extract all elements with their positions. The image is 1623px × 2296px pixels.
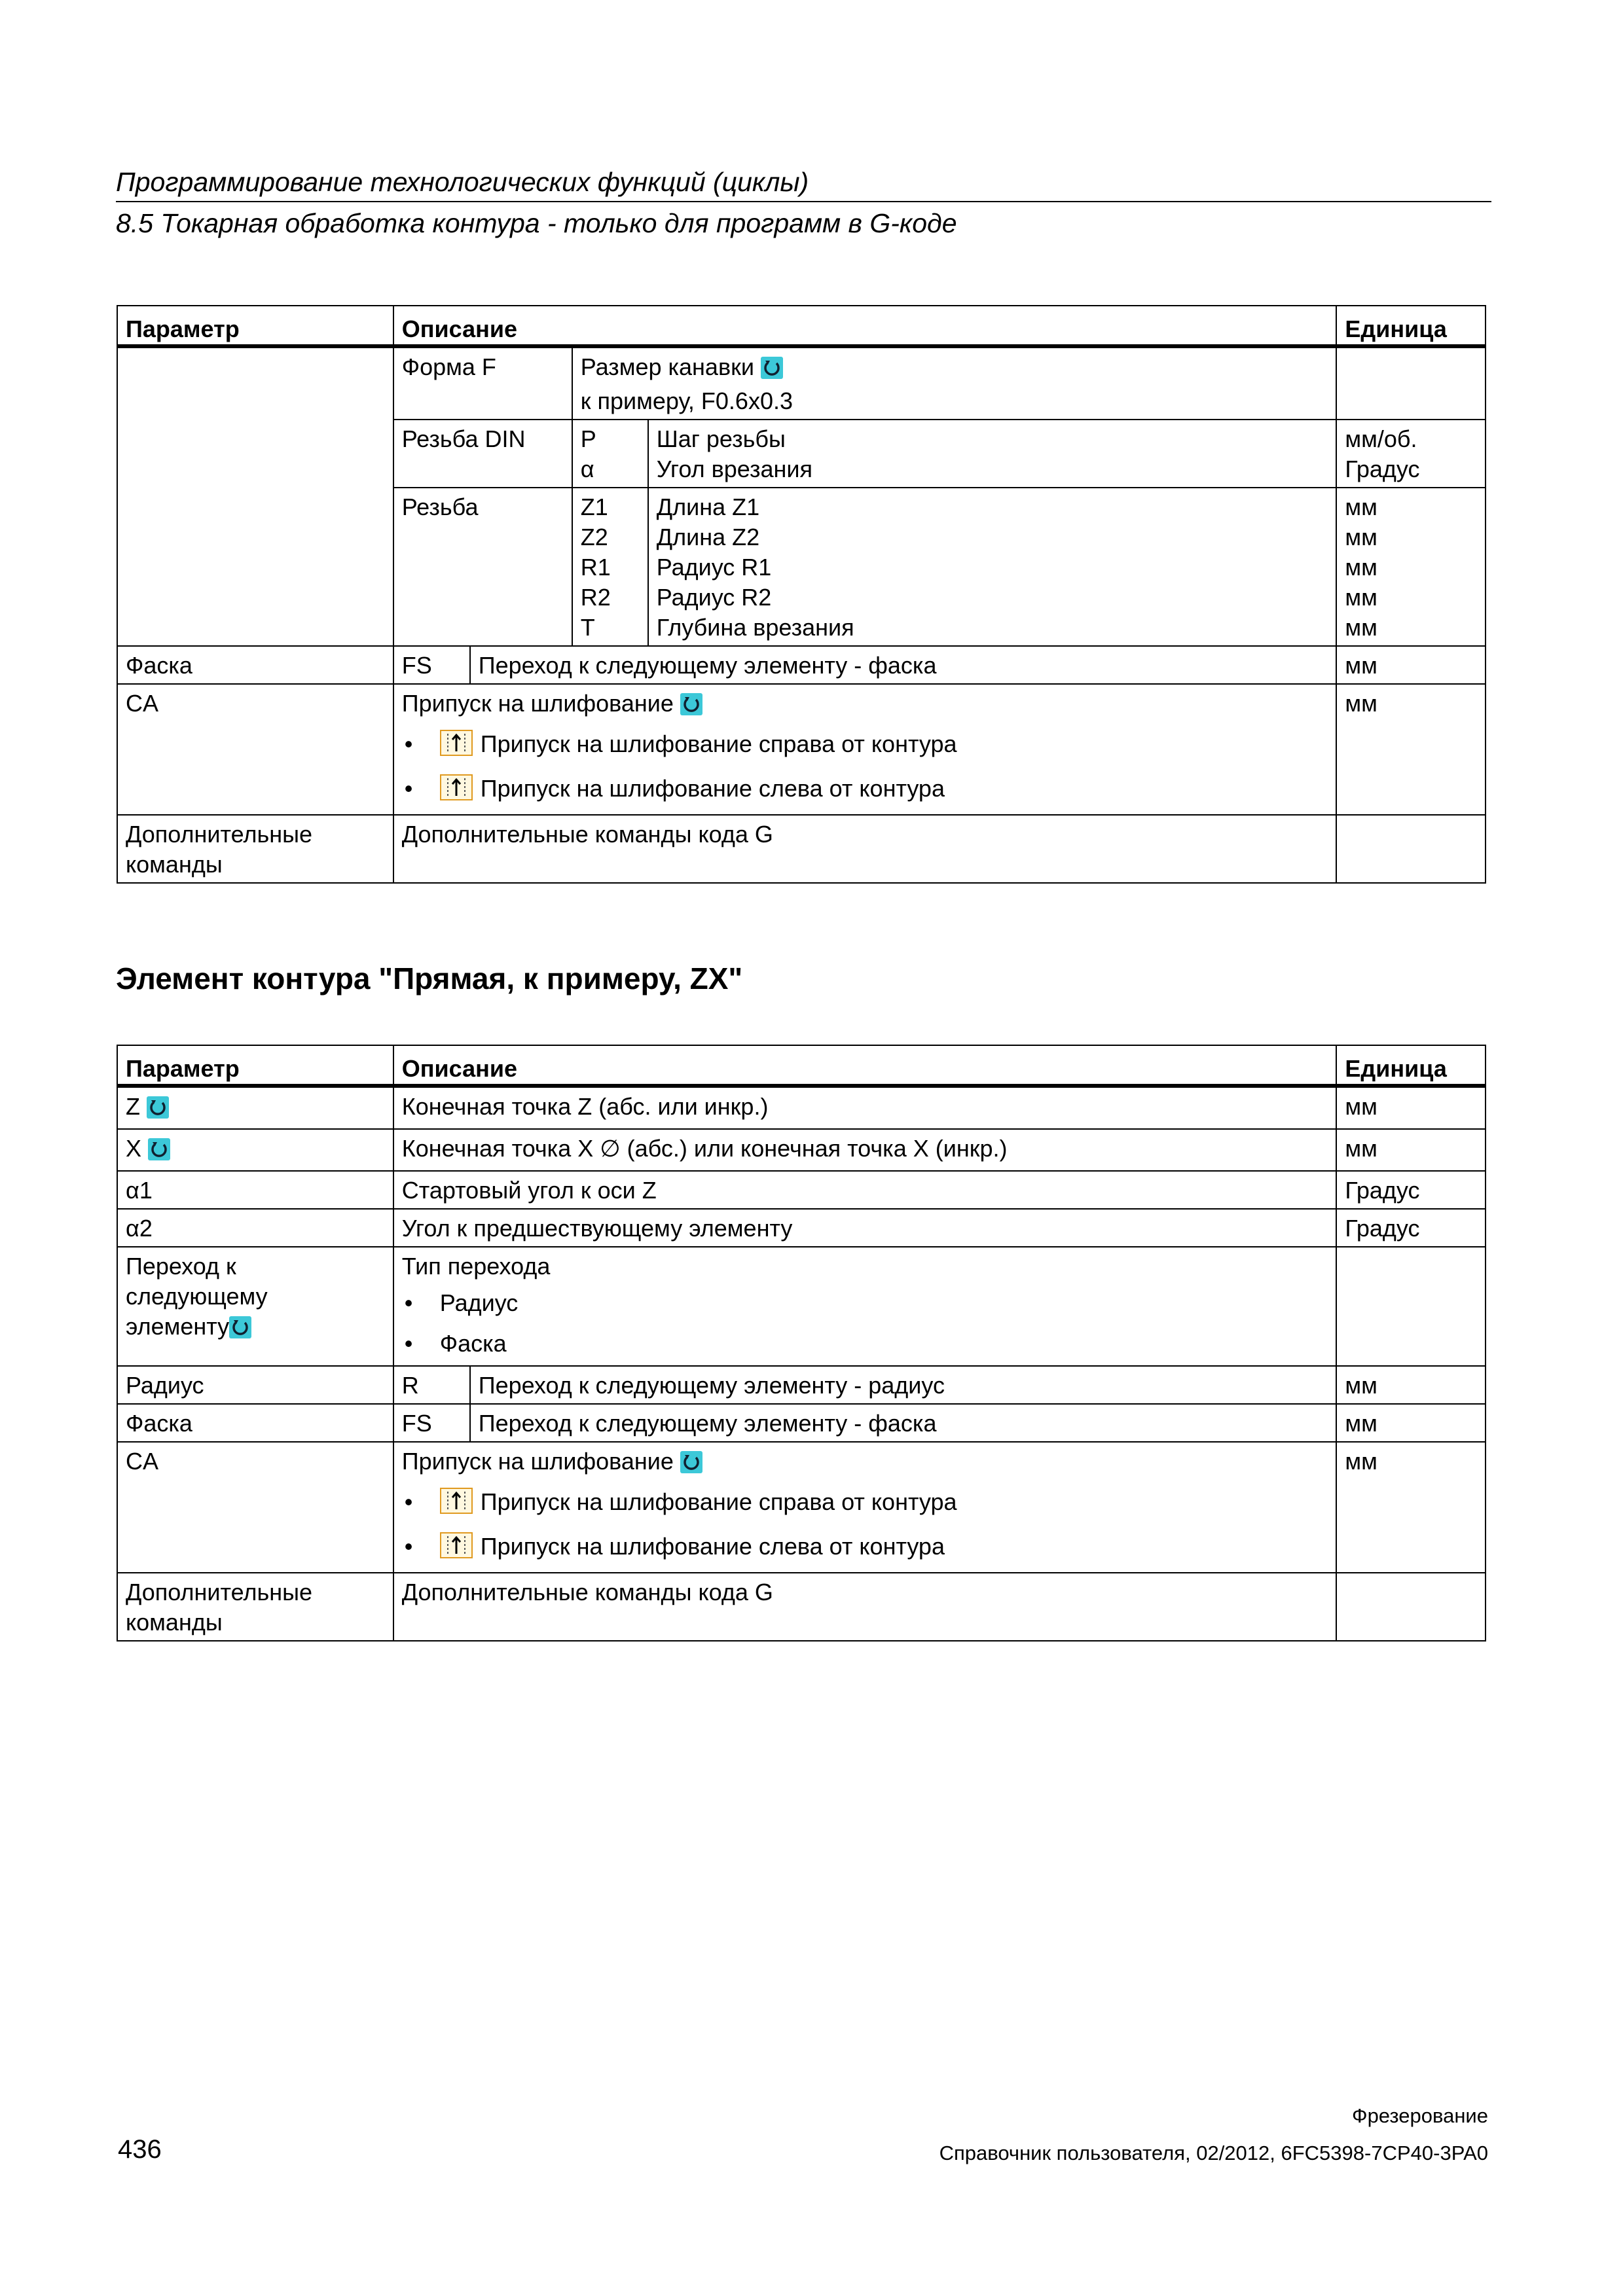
parameter-table-2 <box>117 1045 1486 1641</box>
table-row <box>117 1209 1486 1247</box>
sub-descs: Шаг резьбы Угол врезания <box>656 425 812 482</box>
groove-example: к примеру, F0.6x0.3 <box>580 387 793 414</box>
param-cell: Дополнительные команды <box>117 1573 393 1641</box>
running-header-section: 8.5 Токарная обработка контура - только для программ в G-коде <box>116 208 957 238</box>
param-cell: CA <box>117 684 393 815</box>
desc-cell: Дополнительные команды кода G <box>393 1573 1337 1641</box>
param-cell: Радиус <box>117 1366 393 1404</box>
sub-label: Резьба <box>394 488 572 645</box>
list-item: • Припуск на шлифование справа от контура <box>402 729 1328 763</box>
table-row <box>117 1573 1486 1641</box>
sub-codes: Z1 Z2 R1 R2 T <box>572 488 648 645</box>
toggle-icon[interactable] <box>148 1138 170 1168</box>
desc-cell: Угол к предшествующему элементу <box>393 1209 1337 1247</box>
header-rule <box>116 201 1491 202</box>
allowance-left-icon <box>440 774 473 808</box>
param-cell: Фаска <box>117 646 393 684</box>
column-header-param: Параметр <box>117 1045 393 1086</box>
unit-cell: Градус <box>1336 1171 1486 1209</box>
sub-desc: Переход к следующему элементу - фаска <box>478 1410 937 1437</box>
groove-size-label: Размер канавки <box>580 353 754 380</box>
table-row <box>117 1442 1486 1573</box>
table-row <box>117 1404 1486 1442</box>
desc-cell <box>393 420 1337 488</box>
grinding-allowance-label: Припуск на шлифование <box>401 690 674 717</box>
param-cell: Переход к следующему элементу <box>117 1247 393 1366</box>
list-item: • Припуск на шлифование слева от контура <box>402 774 1328 808</box>
sub-code: FS <box>394 647 470 683</box>
sub-desc <box>572 348 1336 419</box>
unit-cell: мм мм мм мм мм <box>1336 488 1486 646</box>
section-title: Элемент контура "Прямая, к примеру, ZX" <box>116 961 743 996</box>
param-cell: Фаска <box>117 1404 393 1442</box>
list-item: • Припуск на шлифование справа от контура <box>402 1487 1328 1521</box>
param-cell: X <box>117 1129 393 1171</box>
desc-cell: Конечная точка X ∅ (абс.) или конечная точка X (инкр.) <box>393 1129 1337 1171</box>
table-row <box>117 1247 1486 1366</box>
sub-desc: Переход к следующему элементу - фаска <box>478 652 937 679</box>
column-header-desc: Описание <box>393 1045 1337 1086</box>
table-row <box>117 1129 1486 1171</box>
column-header-unit: Единица <box>1336 1045 1486 1086</box>
allowance-options-list <box>402 1487 1328 1566</box>
param-cell-empty <box>117 346 393 646</box>
table-header-row <box>117 1045 1486 1086</box>
desc-cell <box>393 684 1337 815</box>
desc-cell <box>393 488 1337 646</box>
toggle-icon[interactable] <box>147 1096 169 1126</box>
table-row <box>117 684 1486 815</box>
sub-code: FS <box>394 1405 470 1441</box>
running-header-title: Программирование технологических функций (циклы) <box>116 167 809 197</box>
desc-cell <box>393 1404 1337 1442</box>
list-item: • Припуск на шлифование слева от контура <box>402 1532 1328 1566</box>
table-row <box>117 1171 1486 1209</box>
column-header-desc: Описание <box>393 306 1337 346</box>
param-cell: α1 <box>117 1171 393 1209</box>
sub-descs: Длина Z1 Длина Z2 Радиус R1 Радиус R2 Глубина врезания <box>656 493 854 641</box>
unit-cell <box>1336 346 1486 420</box>
transition-type-label: Тип перехода <box>401 1253 551 1280</box>
list-item: • Радиус <box>402 1288 1328 1318</box>
table-row <box>117 1086 1486 1129</box>
table-row <box>117 1366 1486 1404</box>
unit-cell <box>1336 1573 1486 1641</box>
table-row <box>117 815 1486 883</box>
transition-options-list <box>402 1288 1328 1359</box>
table-row <box>117 346 1486 420</box>
desc-cell <box>393 1442 1337 1573</box>
unit-cell: мм/об. Градус <box>1336 420 1486 488</box>
param-cell: Дополнительные команды <box>117 815 393 883</box>
unit-cell: мм <box>1336 1129 1486 1171</box>
allowance-options-list <box>402 729 1328 808</box>
desc-cell <box>393 1366 1337 1404</box>
page-number: 436 <box>118 2135 162 2164</box>
desc-cell <box>393 1247 1337 1366</box>
list-item: • Фаска <box>402 1329 1328 1359</box>
sub-label: Резьба DIN <box>394 420 572 487</box>
footer-reference: Справочник пользователя, 02/2012, 6FC5398-7CP40-3PA0 <box>939 2142 1488 2164</box>
grinding-allowance-label: Припуск на шлифование <box>401 1448 674 1475</box>
toggle-icon[interactable] <box>761 356 783 386</box>
param-cell: α2 <box>117 1209 393 1247</box>
desc-cell <box>393 646 1337 684</box>
table-row <box>117 646 1486 684</box>
unit-cell: мм <box>1336 1366 1486 1404</box>
sub-desc: Переход к следующему элементу - радиус <box>478 1372 945 1399</box>
sub-code: R <box>394 1367 470 1403</box>
parameter-table-1 <box>117 305 1486 884</box>
table-header-row <box>117 306 1486 346</box>
column-header-unit: Единица <box>1336 306 1486 346</box>
param-cell: Z <box>117 1086 393 1129</box>
toggle-icon[interactable] <box>680 692 702 723</box>
column-header-param: Параметр <box>117 306 393 346</box>
unit-cell <box>1336 815 1486 883</box>
sub-label: Форма F <box>394 348 572 419</box>
desc-cell <box>393 346 1337 420</box>
param-cell: CA <box>117 1442 393 1573</box>
unit-cell: мм <box>1336 684 1486 815</box>
allowance-left-icon <box>440 1532 473 1566</box>
desc-cell: Конечная точка Z (абс. или инкр.) <box>393 1086 1337 1129</box>
unit-cell: мм <box>1336 1404 1486 1442</box>
unit-cell <box>1336 1247 1486 1366</box>
allowance-right-icon <box>440 1488 473 1521</box>
desc-cell: Стартовый угол к оси Z <box>393 1171 1337 1209</box>
unit-cell: мм <box>1336 646 1486 684</box>
desc-cell: Дополнительные команды кода G <box>393 815 1337 883</box>
sub-codes: P α <box>572 420 648 487</box>
allowance-right-icon <box>440 730 473 763</box>
toggle-icon[interactable] <box>680 1450 702 1480</box>
footer-book-title: Фрезерование <box>1352 2104 1488 2127</box>
unit-cell: мм <box>1336 1442 1486 1573</box>
toggle-icon[interactable] <box>229 1316 251 1346</box>
unit-cell: Градус <box>1336 1209 1486 1247</box>
unit-cell: мм <box>1336 1086 1486 1129</box>
